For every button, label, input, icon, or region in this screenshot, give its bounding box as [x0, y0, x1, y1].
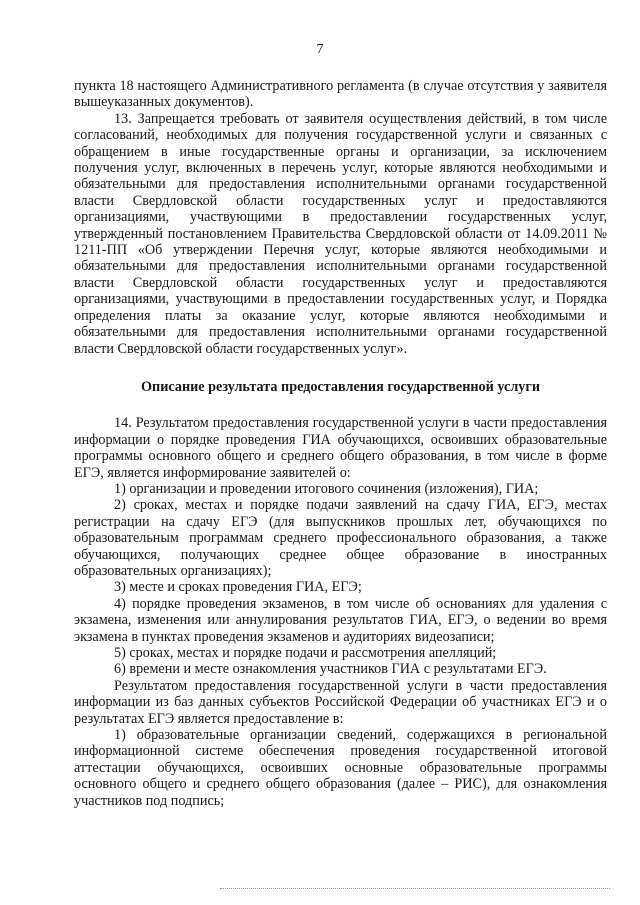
paragraph-continuation: пункта 18 настоящего Административного регламента (в случае отсутствия у заявителя вышеуказанных документов). — [74, 78, 607, 111]
section-heading: Описание результата предоставления государственной услуги — [141, 378, 540, 395]
document-body — [74, 78, 607, 809]
paragraph-14: 14. Результатом предоставления государственной услуги в части предоставления информации о порядке проведения ГИА обучающихся, освоивших образовательные программы основного общего и среднего общего образования, в том числе в форме ЕГЭ, является информирование заявителей о: — [74, 415, 607, 481]
page-number: 7 — [316, 42, 324, 57]
list-item-db-1: 1) образовательные организации сведений, содержащихся в региональной информационной системе обеспечения проведения государственной итоговой аттестации обучающихся, освоивших основные образовательные программы основного общего и среднего общего образования (далее – РИС), для ознакомления участников под подпись; — [74, 727, 607, 809]
list-item-5: 5) сроках, местах и порядке подачи и рассмотрения апелляций; — [114, 645, 497, 661]
list-item-6: 6) времени и месте ознакомления участников ГИА с результатами ЕГЭ. — [114, 661, 547, 678]
paragraph-13: 13. Запрещается требовать от заявителя осуществления действий, в том числе согласований, необходимых для получения государственной услуги и связанных с обращением в иные государственные органы и организации, за исключением получения услуг, включенных в перечень услуг, которые являются необходимыми и обязательными для предоставления исполнительными органами государственной власти Свердловской области государственных услуг и предоставляются организациями, участвующими в предоставлении государственных услуг, утвержденный постановлением Правительства Свердловской области от 14.09.2011 № 1211-ПП «Об утверждении Перечня услуг, которые являются необходимыми и обязательными для предоставления исполнительными органами государственной власти Свердловской области государственных услуг и предоставляются организациями, участвующими в предоставлении государственных услуг, и Порядка определения платы за оказание услуг, которые являются необходимыми и обязательными для предоставления исполнительными органами государственной власти Свердловской области государственных услуг». — [74, 110, 607, 357]
list-item-1: 1) организации и проведении итогового сочинения (изложения), ГИА; — [114, 480, 539, 497]
list-item-2: 2) сроках, местах и порядке подачи заявлений на сдачу ГИА, ЕГЭ, местах регистрации на сдачу ЕГЭ (для выпускников прошлых лет, обучающихся по образовательным программам среднего профессионального образования, а также обучающихся, получающих среднее общее образование в иностранных образовательных организациях); — [74, 497, 607, 579]
paragraph-result-databases: Результатом предоставления государственной услуги в части предоставления информации из баз данных субъектов Российской Федерации об участниках ЕГЭ и о результатах ЕГЭ является предоставление в: — [74, 677, 607, 727]
footer-divider — [220, 888, 610, 889]
list-item-3: 3) месте и сроках проведения ГИА, ЕГЭ; — [114, 579, 362, 596]
list-item-4: 4) порядке проведения экзаменов, в том числе об основаниях для удаления с экзамена, изменения или аннулирования результатов ГИА, ЕГЭ, о ведении во время экзамена в пунктах проведения экзаменов и аудиториях видеозаписи; — [74, 595, 607, 645]
